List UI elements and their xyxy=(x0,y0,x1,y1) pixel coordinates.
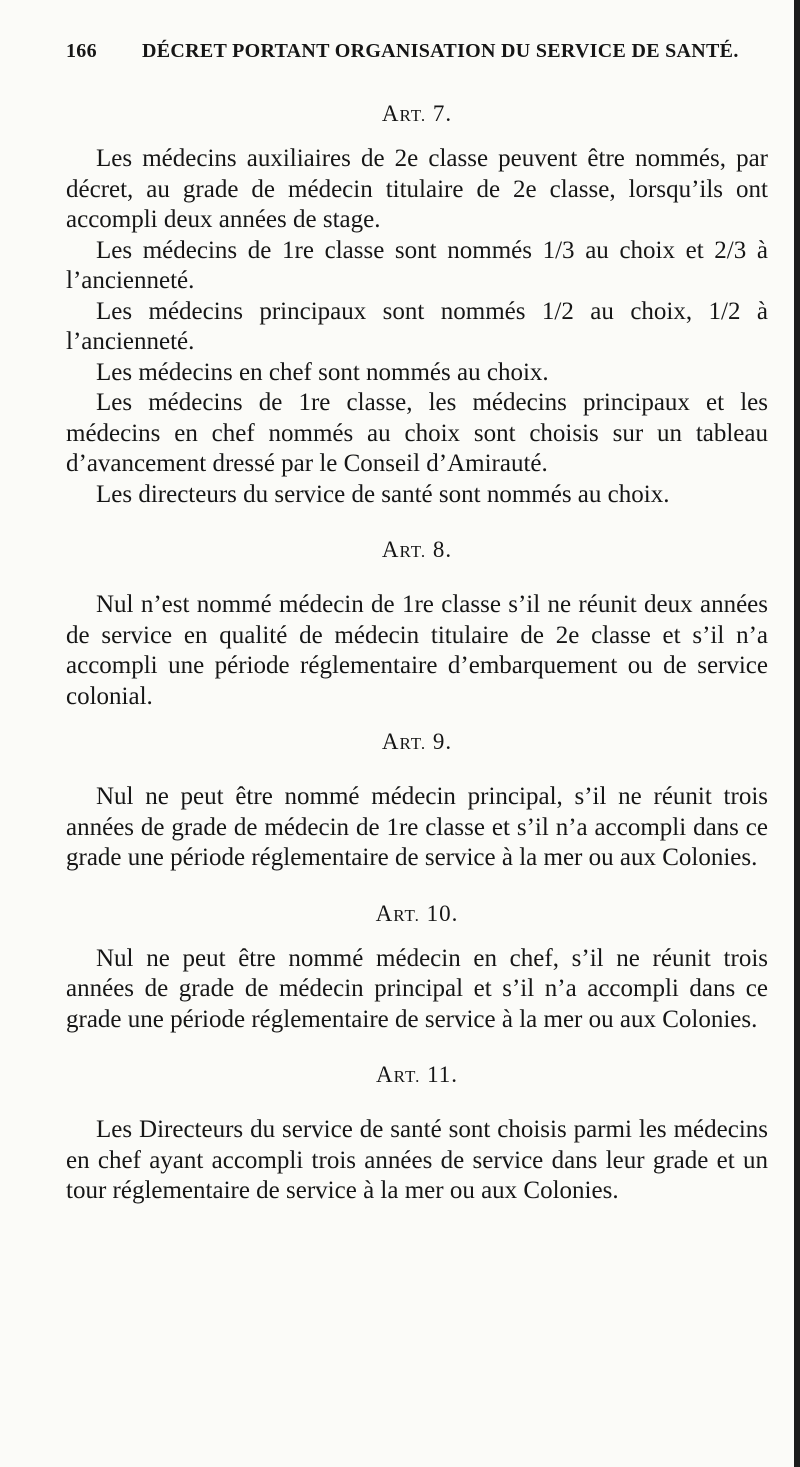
running-head-title: DÉCRET PORTANT ORGANISATION DU SERVICE DE SANTÉ. xyxy=(142,40,739,62)
page-edge-shadow xyxy=(794,0,800,1467)
page-number: 166 xyxy=(66,40,97,62)
article-paragraph: Les Directeurs du service de santé sont choisis parmi les médecins en chef ayant accompli trois années de service dans leur grade et un tour réglementaire de service à la mer ou aux Colonies. xyxy=(66,1116,768,1204)
article-paragraph: Les médecins de 1re classe sont nommés 1/3 au choix et 2/3 à l’ancienneté. xyxy=(66,236,768,294)
article-heading: ART. 7. xyxy=(381,101,453,126)
page-body xyxy=(66,96,768,1207)
article-heading: ART. 8. xyxy=(381,537,453,562)
article-paragraph: Nul ne peut être nommé médecin en chef, s’il ne réunit trois années de grade de médecin principal et s’il n’a accompli dans ce grade une période réglementaire de service à la mer ou aux Colonies. xyxy=(66,944,768,1033)
article-paragraph: Nul ne peut être nommé médecin principal, s’il ne réunit trois années de grade de médecin de 1re classe et s’il n’a accompli dans ce grade une période réglementaire de service à la mer ou aux Colonies. xyxy=(66,783,768,871)
running-head xyxy=(66,40,739,63)
article-paragraph: Nul n’est nommé médecin de 1re classe s’il ne réunit deux années de service en qualité de médecin titulaire de 2e classe et s’il n’a accompli une période réglementaire d’embarquement ou de service colonial. xyxy=(66,591,768,710)
article-paragraph: Les médecins principaux sont nommés 1/2 au choix, 1/2 à l’ancienneté. xyxy=(66,297,768,355)
article-paragraph: Les directeurs du service de santé sont nommés au choix. xyxy=(96,480,670,508)
article-paragraph: Les médecins auxiliaires de 2e classe peuvent être nommés, par décret, au grade de médecin titulaire de 2e classe, lorsqu’ils ont accompli deux années de stage. xyxy=(66,145,768,233)
article-paragraph: Les médecins en chef sont nommés au choix. xyxy=(96,358,549,386)
article-heading: ART. 11. xyxy=(376,1062,458,1087)
article-paragraph: Les médecins de 1re classe, les médecins principaux et les médecins en chef nommés au choix sont choisis sur un tableau d’avancement dressé par le Conseil d’Amirauté. xyxy=(66,389,768,477)
article-heading: ART. 9. xyxy=(381,729,453,754)
article-heading: ART. 10. xyxy=(375,900,459,926)
